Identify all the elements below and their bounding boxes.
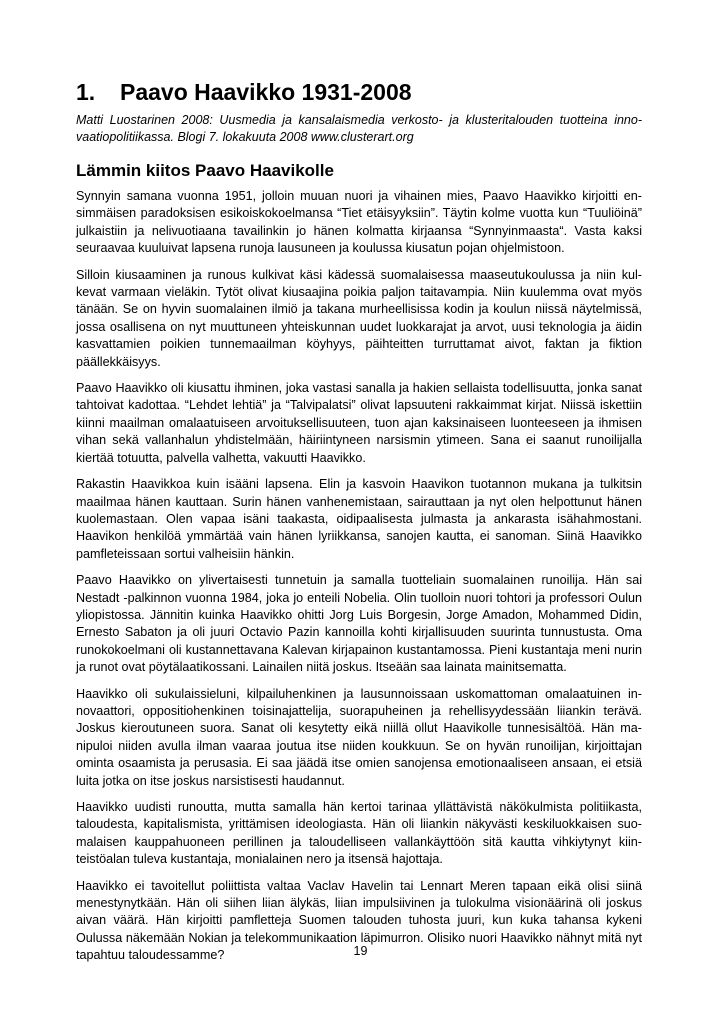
paragraph-6: Haavikko oli sukulaissieluni, kilpailuhenkinen ja lausunnoissaan uskomattoman omalaatuinen innovaattori, oppositiohenkinen toisinajattelija, suorapuheinen ja rehellisyydessään liiankin terävä. Joskus kieroutuneen suora. Sanat oli kesytetty eikä niillä ollut Haavikolle tunnesisältöä. Hän manipuloi niiden avulla ilman vaaraa joutua itse niiden koukkuun. Se on hyvän runoilijan, kirjoittajan ominta osaamista ja perusasia. Ei saa jäädä itse omien sanojensa emotionaaliseen ansaan, ei etsiä luita jotka on itse joskus narsistisesti haudannut. bbox=[76, 686, 642, 788]
chapter-title-text: Paavo Haavikko 1931-2008 bbox=[120, 79, 412, 105]
page-content bbox=[76, 78, 642, 974]
paragraph-4: Rakastin Haavikkoa kuin isääni lapsena. Elin ja kasvoin Haavikon tuotannon mukana ja tulkitsin maailmaa hänen kauttaan. Surin hänen vanhenemistaan, sairauttaan ja nyt olen helpottunut hänen kuolemastaan. Olen vapaa isäni taakasta, oidipaalisesta julmasta ja ankarasta isähahmostani. Haavikon henkilöä ymmärtää vain hänen lyriikkansa, sanojen kautta, ei sanoman. Siinä Haavikko pamfleteissaan sortui valheisiin hänkin. bbox=[76, 477, 642, 561]
paragraph-3: Paavo Haavikko oli kiusattu ihminen, joka vastasi sanalla ja hakien sellaista todellisuutta, jonka sanat tahtoivat kadottaa. “Lehdet lehtiä” ja “Talvipalatsi” olivat lapsuuteni rakkaimmat kirjat. Niissä iskettiin kiinni maailman omalaatuiseen arvoituksellisuuteen, tuon ajan kaksinaiseen luonteeseen ja ihmisen vihan sekä vallanhalun yhdistelmään, häiriintyneen narsismin ytimeen. Sana ei saanut runoilijalla kiertää totuutta, palvella valhetta, vakuutti Haavikko. bbox=[76, 381, 642, 465]
page-number: 19 bbox=[353, 944, 368, 958]
paragraph-7: Haavikko uudisti runoutta, mutta samalla hän kertoi tarinaa yllättävistä näkökulmista politiikasta, taloudesta, kapitalismista, yrittämisen ideologiasta. Hän oli liiankin näkyvästi keskiluokkaisen suomalaisen kauppahuoneen perillinen ja taloudelliseen vallankäyttöön sitä kautta vihkiytynyt kiinteistöalan tuleva kustantaja, monialainen nero ja itsensä hajottaja. bbox=[76, 800, 642, 867]
chapter-number: 1. bbox=[76, 79, 96, 105]
source-citation: Matti Luostarinen 2008: Uusmedia ja kansalaismedia verkosto- ja klusteritalouden tuotteina innovaatiopolitiikassa. Blogi 7. lokakuuta 2008 www.clusterart.org bbox=[76, 113, 642, 144]
section-heading: Lämmin kiitos Paavo Haavikolle bbox=[76, 161, 334, 180]
paragraph-1: Synnyin samana vuonna 1951, jolloin muuan nuori ja vihainen mies, Paavo Haavikko kirjoitti ensimmäisen paradoksisen esikoiskokoelmansa “Tiet etäisyyksiin”. Täytin kolme vuotta kun “Tuuliöinä” julkaistiin ja nelivuotiaana tavailinkin jo hänen kolmatta kirjaansa “Synnyinmaasta“. Vasta kaksi seuraavaa kuuluivat lapsena runoja lausuneen ja koulussa kiusatun pojan ohjelmistoon. bbox=[76, 189, 642, 256]
paragraph-2: Silloin kiusaaminen ja runous kulkivat käsi kädessä suomalaisessa maaseutukoulussa ja niin kulkevat varmaan vieläkin. Tytöt olivat kiusaajina poikia paljon taitavampia. Niin kuulemma ovat myös tänään. Se on hyvin suomalainen ilmiö ja takana murheellisissa kodin ja koulun niissä näytelmissä, jossa osallisena on nyt muuttuneen yhteiskunnan uudet luokkarajat ja arvot, uusi teknologia ja äidin kasvattamien poikien tunnemaailman köyhyys, päihteitten turruttamat aivot, faktan ja fiktion päällekkäisyys. bbox=[76, 267, 642, 369]
chapter-title bbox=[76, 78, 642, 106]
paragraph-5: Paavo Haavikko on ylivertaisesti tunnetuin ja samalla tuotteliain suomalainen runoilija. Hän sai Nestadt -palkinnon vuonna 1984, joka jo enteili Nobelia. Olin tuolloin nuori tohtori ja professori Oulun yliopistossa. Jännitin kuinka Haavikko ohitti Jorg Luis Borgesin, Jorge Amadon, Mohammed Didin, Ernesto Sabaton ja oli juuri Octavio Pazin kannoilla kohti kirjallisuuden suurinta tunnustusta. Oma runokokoelmani oli kustannettavana Kalevan kirjapainon kustantamossa. Pieni kustantaja meni nurin ja runot ovat pöytälaatikossani. Lainailen niitä joskus. Itseään saa lainata mainitsematta. bbox=[76, 573, 642, 675]
paragraph-8: Haavikko ei tavoitellut poliittista valtaa Vaclav Havelin tai Lennart Meren tapaan eikä olisi siinä menestynytkään. Hän oli siihen liian älykäs, liian impulsiivinen ja tulokulma visionäärinä oli joskus aivan väärä. Hän kirjoitti pamfletteja Suomen talouden tuhosta juuri, kun kuka tahansa kykeni Oulussa näkemään Nokian ja telekommunikaation läpimurron. Olisiko nuori Haavikko nähnyt mitä nyt tapahtuu taloudessamme? bbox=[76, 878, 642, 963]
